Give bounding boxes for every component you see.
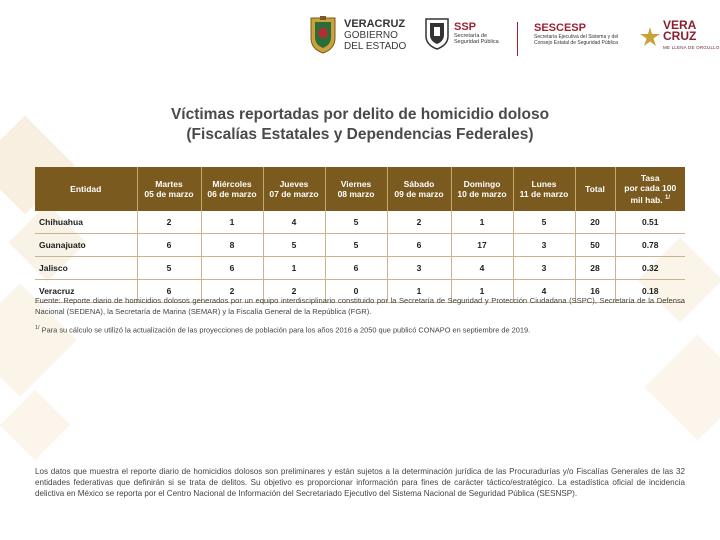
table-cell: 5 [263,234,325,257]
veracruz-brand-tagline: ME LLENA DE ORGULLO [663,45,720,50]
veracruz-star-icon [640,27,660,47]
veracruz-logo-line3: DEL ESTADO [344,40,407,52]
column-header: Lunes 11 de marzo [513,167,575,211]
column-header: Entidad [35,167,137,211]
table-cell: 17 [451,234,513,257]
veracruz-logo-line1: VERACRUZ [344,17,406,30]
table-cell: 3 [513,257,575,280]
table-cell: 28 [575,257,615,280]
table-cell: 3 [513,234,575,257]
ssp-logo-line2: Seguridad Pública [454,39,499,45]
table-cell: 3 [387,257,451,280]
table-cell: 5 [325,211,387,234]
table-cell: 2 [263,280,325,303]
footnote [35,325,685,334]
background-hexagon [0,390,70,461]
table-cell: 1 [387,280,451,303]
ssp-logo-title: SSP [454,20,477,33]
veracruz-government-logo [308,16,406,54]
page-title: Víctimas reportadas por delito de homicidio doloso [170,106,550,123]
sescesp-logo [534,22,634,46]
page-subtitle: (Fiscalías Estatales y Dependencias Federales) [186,126,534,143]
footnote-marker: 1/ [35,325,40,331]
veracruz-brand-line2: CRUZ [663,29,697,43]
column-header: Viernes 08 marzo [325,167,387,211]
table-cell: 4 [451,257,513,280]
table-cell: 16 [575,280,615,303]
table-cell: 4 [513,280,575,303]
veracruz-brand-line1: VERA [663,18,697,32]
sescesp-logo-subtitle: Secretaría Ejecutiva del Sistema y del Consejo Estatal de Seguridad Pública [534,34,619,46]
table-cell: 5 [137,257,201,280]
veracruz-logo-line2: GOBIERNO [344,29,398,41]
table-cell: 1 [451,280,513,303]
column-header: Tasa por cada 100 mil hab. $^{1/}$ [615,167,685,211]
table-row [35,234,685,257]
column-header: Sábado 09 de marzo [387,167,451,211]
table-cell: 6 [325,257,387,280]
table-cell: 2 [201,280,263,303]
table-cell: 0.51 [615,211,685,234]
table-cell: 6 [137,280,201,303]
table-cell: 5 [513,211,575,234]
table-cell: 2 [387,211,451,234]
column-header: Miércoles 06 de marzo [201,167,263,211]
homicide-table [35,167,685,303]
table-cell: 0.18 [615,280,685,303]
column-header: Martes 05 de marzo [137,167,201,211]
table-cell: 8 [201,234,263,257]
table-cell: 6 [387,234,451,257]
table-cell: 1 [451,211,513,234]
sescesp-logo-title: SESCESP [534,22,586,34]
table-cell: 1 [263,257,325,280]
table-cell: 0 [325,280,387,303]
header-divider [517,22,518,56]
column-header: Total [575,167,615,211]
table-cell: 1 [201,211,263,234]
table-cell: 2 [137,211,201,234]
table-cell: 50 [575,234,615,257]
table-cell: Veracruz [35,280,137,303]
background-hexagon [644,334,720,440]
table-cell: Guanajuato [35,234,137,257]
table-row [35,257,685,280]
ssp-emblem-icon [424,16,450,50]
veracruz-shield-icon [308,16,338,54]
table-cell: 0.78 [615,234,685,257]
table-cell: 0.32 [615,257,685,280]
veracruz-brand-logo [640,20,720,53]
footnote-text: Para su cálculo se utilizó la actualización de las proyecciones de población para los años 2016 a 2050 que publicó CONAPO en septiembre de 2019. [41,325,531,335]
ssp-logo-line1: Secretaría de [454,32,488,39]
table-cell: 20 [575,211,615,234]
ssp-logo [424,16,499,50]
column-header: Jueves 07 de marzo [263,167,325,211]
table-cell: 4 [263,211,325,234]
table-cell: 6 [201,257,263,280]
table-cell: Jalisco [35,257,137,280]
table-cell: 5 [325,234,387,257]
table-cell: 6 [137,234,201,257]
column-header: Domingo 10 de marzo [451,167,513,211]
source-note: Fuente: Reporte diario de homicidios dolosos generados por un equipo interdisciplinario constituido por la Secretaría de Seguridad y Protección Ciudadana (SSPC), Secretaría de la Defensa Nacional (SEDENA), la Secretaría de Marina (SEMAR) y la Fiscalía General de la República (FGR). [35,296,685,316]
disclaimer: Los datos que muestra el reporte diario de homicidios dolosos son preliminares y están sujetos a la determinación jurídica de las Procuradurías y/o Fiscalías Generales de las 32 entidades federativas que definirán si se trata de delitos. Su objetivo es proporcionar información para fines de carácter táctico/estratégico. La estadística oficial de incidencia delictiva en México se reporta por el Centro Nacional de Información del Secretariado Ejecutivo del Sistema Nacional de Seguridad Pública (SESNSP). [35,467,685,498]
table-header-row [35,167,685,211]
table-cell: Chihuahua [35,211,137,234]
table-row [35,211,685,234]
